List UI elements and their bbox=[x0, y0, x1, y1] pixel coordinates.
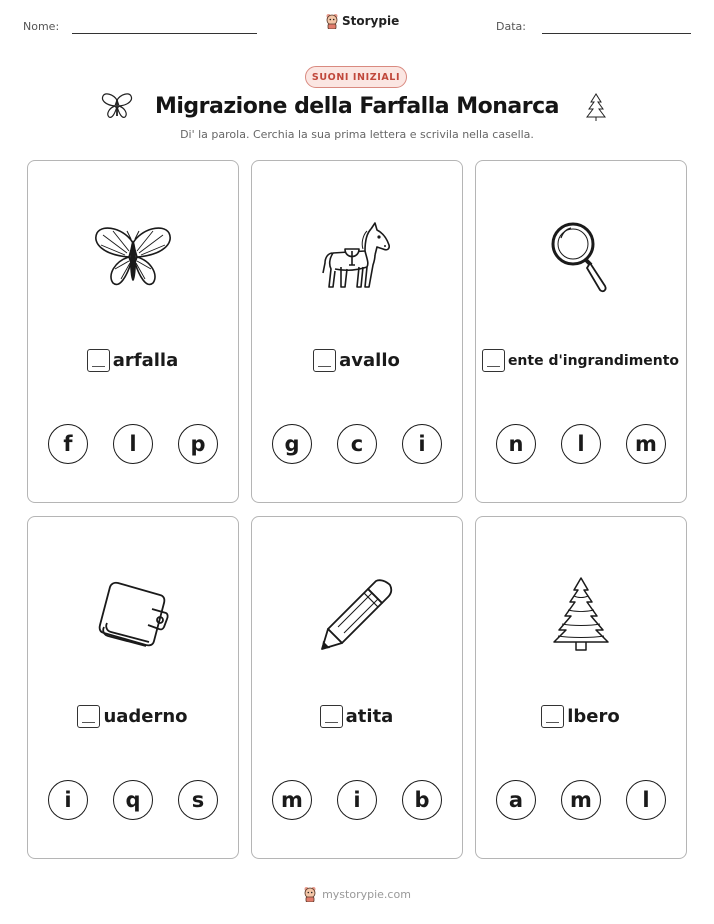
word bbox=[28, 705, 237, 728]
answer-box[interactable] bbox=[320, 705, 343, 728]
answer-box[interactable] bbox=[77, 705, 100, 728]
word-card bbox=[27, 160, 239, 503]
word bbox=[252, 349, 461, 372]
word-ending: lbero bbox=[567, 706, 620, 727]
name-line[interactable] bbox=[72, 33, 257, 34]
letter-choice[interactable]: s bbox=[178, 780, 218, 820]
word-ending: uaderno bbox=[103, 706, 188, 727]
word-ending: arfalla bbox=[112, 350, 179, 371]
word-card bbox=[251, 516, 463, 859]
word bbox=[476, 349, 685, 372]
word bbox=[28, 349, 237, 372]
letter-choice[interactable]: n bbox=[496, 424, 536, 464]
letter-choice[interactable]: b bbox=[402, 780, 442, 820]
word-card bbox=[475, 516, 687, 859]
letter-choices bbox=[496, 780, 666, 820]
word bbox=[252, 705, 461, 728]
letter-choice[interactable]: l bbox=[113, 424, 153, 464]
word-card bbox=[475, 160, 687, 503]
brand-name: Storypie bbox=[342, 14, 400, 28]
card-picture bbox=[476, 569, 685, 659]
letter-choice[interactable]: m bbox=[626, 424, 666, 464]
answer-box[interactable] bbox=[313, 349, 336, 372]
word-ending: atita bbox=[345, 706, 394, 727]
page-title: Migrazione della Farfalla Monarca bbox=[154, 94, 560, 119]
answer-box[interactable] bbox=[87, 349, 110, 372]
card-picture bbox=[476, 213, 685, 303]
word-ending: ente d'ingrandimento bbox=[507, 352, 680, 369]
letter-choice[interactable]: l bbox=[561, 424, 601, 464]
letter-choices bbox=[48, 780, 218, 820]
letter-choice[interactable]: p bbox=[178, 424, 218, 464]
word-card bbox=[27, 516, 239, 859]
footer bbox=[0, 886, 714, 902]
date-line[interactable] bbox=[542, 33, 691, 34]
word-card bbox=[251, 160, 463, 503]
horse-icon bbox=[319, 221, 395, 295]
answer-box[interactable] bbox=[482, 349, 505, 372]
letter-choices bbox=[272, 424, 442, 464]
pine-tree-icon bbox=[583, 92, 609, 122]
letter-choice[interactable]: i bbox=[337, 780, 377, 820]
butterfly-icon bbox=[93, 225, 173, 291]
storypie-mascot-icon bbox=[303, 886, 317, 902]
card-picture bbox=[252, 569, 461, 659]
answer-box[interactable] bbox=[541, 705, 564, 728]
letter-choices bbox=[48, 424, 218, 464]
word bbox=[476, 705, 685, 728]
pencil-icon bbox=[320, 577, 394, 651]
letter-choice[interactable]: f bbox=[48, 424, 88, 464]
card-picture bbox=[28, 569, 237, 659]
word-ending: avallo bbox=[339, 350, 400, 371]
letter-choice[interactable]: a bbox=[496, 780, 536, 820]
topic-badge: SUONI INIZIALI bbox=[305, 66, 407, 88]
letter-choice[interactable]: i bbox=[48, 780, 88, 820]
letter-choice[interactable]: q bbox=[113, 780, 153, 820]
letter-choice[interactable]: i bbox=[402, 424, 442, 464]
letter-choice[interactable]: c bbox=[337, 424, 377, 464]
brand-logo bbox=[325, 13, 399, 29]
letter-choices bbox=[496, 424, 666, 464]
card-picture bbox=[28, 213, 237, 303]
card-picture bbox=[252, 213, 461, 303]
letter-choice[interactable]: m bbox=[561, 780, 601, 820]
date-label: Data: bbox=[496, 20, 526, 33]
name-label: Nome: bbox=[23, 20, 60, 33]
letter-choice[interactable]: g bbox=[272, 424, 312, 464]
letter-choice[interactable]: l bbox=[626, 780, 666, 820]
letter-choices bbox=[272, 780, 442, 820]
storypie-mascot-icon bbox=[325, 13, 339, 29]
letter-choice[interactable]: m bbox=[272, 780, 312, 820]
magnifying-glass-icon bbox=[549, 220, 613, 296]
tree-icon bbox=[550, 576, 612, 652]
footer-url[interactable]: mystorypie.com bbox=[322, 887, 411, 901]
notebook-icon bbox=[96, 579, 170, 649]
instructions: Di' la parola. Cerchia la sua prima lettera e scrivila nella casella. bbox=[180, 128, 534, 141]
